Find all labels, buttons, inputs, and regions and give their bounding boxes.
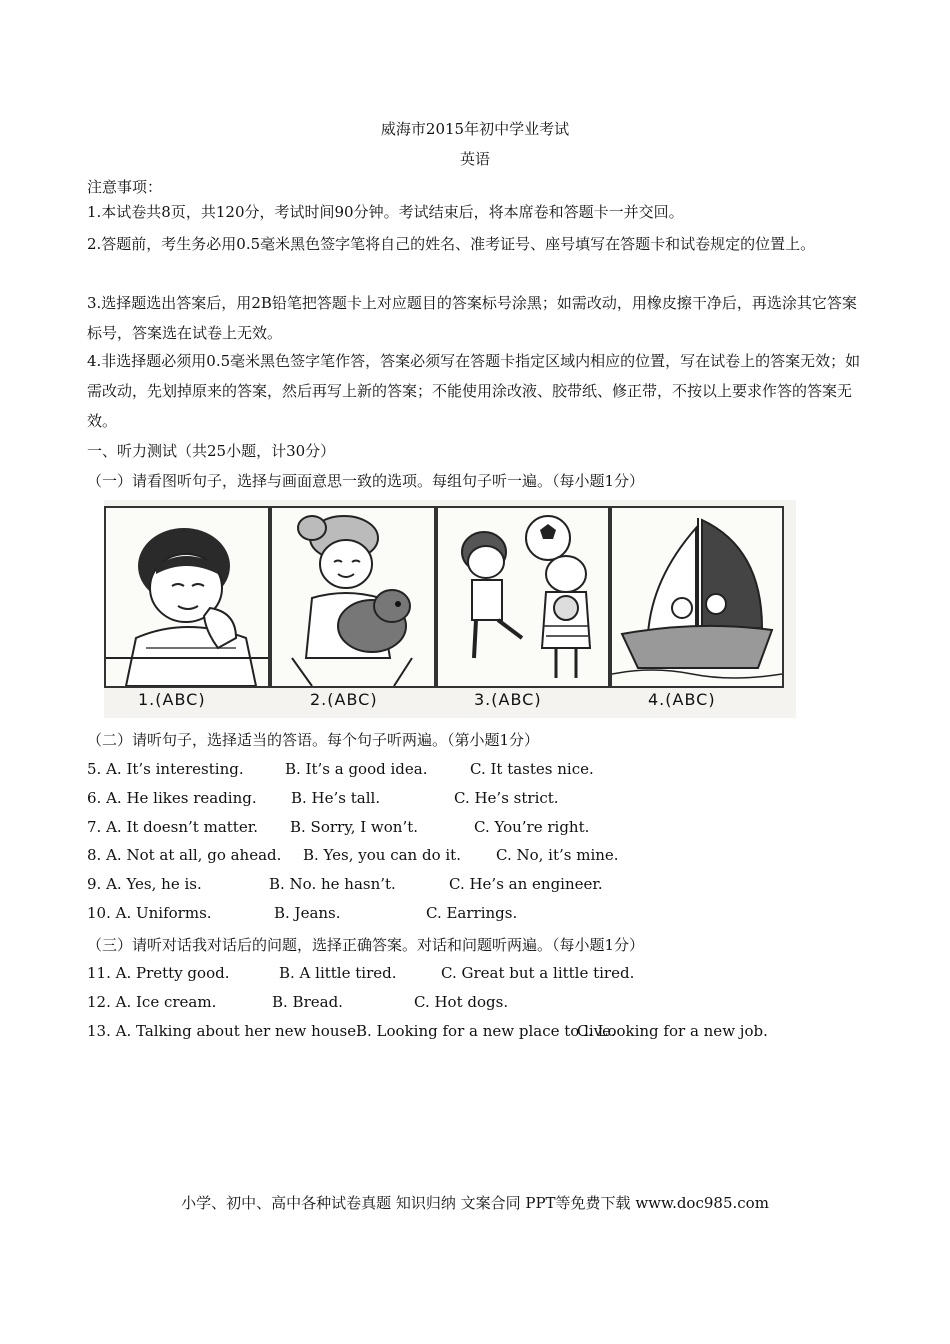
- option-c: C. Great but a little tired.: [441, 964, 635, 982]
- picture-caption-3: 3.(ABC): [474, 690, 542, 709]
- section-heading-listening: 一、听力测试（共25小题，计30分）: [87, 442, 336, 460]
- option-a: 11. A. Pretty good.: [87, 964, 230, 982]
- option-a: 12. A. Ice cream.: [87, 993, 217, 1011]
- picture-caption-4: 4.(ABC): [648, 690, 716, 709]
- part1-instruction: （一）请看图听句子，选择与画面意思一致的选项。每组句子听一遍。（每小题1分）: [87, 472, 645, 490]
- part2-instruction: （二）请听句子，选择适当的答语。每个句子听两遍。（第小题1分）: [87, 731, 540, 749]
- option-c: C. He’s strict.: [454, 789, 559, 807]
- option-c: C. Looking for a new job.: [577, 1022, 768, 1040]
- notice-item-4: 4.非选择题必须用0.5毫米黑色签字笔作答，答案必须写在答题卡指定区域内相应的位置，写在试卷上的答案无效；如需改动，先划掉原来的答案，然后再写上新的答案；不能使用涂改液、胶带纸、修正带，不按以上要求作答的答案无效。: [87, 352, 861, 430]
- notice-item-3: 3.选择题选出答案后，用2B铅笔把答题卡上对应题目的答案标号涂黑；如需改动，用橡皮擦干净后，再选涂其它答案标号，答案选在试卷上无效。: [87, 294, 857, 342]
- option-b: B. It’s a good idea.: [285, 760, 428, 778]
- option-b: B. Jeans.: [274, 904, 341, 922]
- option-a: 9. A. Yes, he is.: [87, 875, 202, 893]
- exam-subject: 英语: [459, 150, 490, 168]
- option-b: B. Looking for a new place to live.: [356, 1022, 616, 1040]
- option-c: C. Hot dogs.: [414, 993, 509, 1011]
- option-a: 6. A. He likes reading.: [87, 789, 257, 807]
- notice-item-2: 2.答题前，考生务必用0.5毫米黑色签字笔将自己的姓名、准考证号、座号填写在答题卡和试卷规定的位置上。: [87, 235, 816, 253]
- notice-item-1: 1.本试卷共8页，共120分，考试时间90分钟。考试结束后，将本席卷和答题卡一并交回。: [87, 203, 684, 221]
- option-b: B. He’s tall.: [291, 789, 381, 807]
- picture-caption-1: 1.(ABC): [138, 690, 206, 709]
- picture-boat-sailing: [610, 506, 784, 688]
- picture-kids-football: [436, 506, 610, 688]
- option-a: 7. A. It doesn’t matter.: [87, 818, 258, 836]
- picture-boy-thinking: [104, 506, 270, 688]
- option-b: B. No. he hasn’t.: [269, 875, 396, 893]
- option-b: B. Yes, you can do it.: [303, 846, 461, 864]
- option-c: C. He’s an engineer.: [449, 875, 603, 893]
- option-c: C. Earrings.: [426, 904, 518, 922]
- picture-girl-with-dog: [270, 506, 436, 688]
- notice-heading: 注意事项：: [87, 178, 163, 196]
- option-c: C. It tastes nice.: [470, 760, 594, 778]
- option-a: 5. A. It’s interesting.: [87, 760, 244, 778]
- listening-picture-strip: [104, 500, 796, 718]
- page-footer: 小学、初中、高中各种试卷真题 知识归纳 文案合同 PPT等免费下载 www.doc985.com: [181, 1194, 769, 1212]
- option-c: C. You’re right.: [474, 818, 590, 836]
- option-b: B. A little tired.: [279, 964, 397, 982]
- exam-title: 威海市2015年初中学业考试: [380, 120, 570, 138]
- picture-caption-2: 2.(ABC): [310, 690, 378, 709]
- option-a: 13. A. Talking about her new house.: [87, 1022, 361, 1040]
- option-b: B. Bread.: [272, 993, 343, 1011]
- option-c: C. No, it’s mine.: [496, 846, 619, 864]
- option-b: B. Sorry, I won’t.: [290, 818, 419, 836]
- option-a: 10. A. Uniforms.: [87, 904, 212, 922]
- option-a: 8. A. Not at all, go ahead.: [87, 846, 282, 864]
- part3-instruction: （三）请听对话我对话后的问题，选择正确答案。对话和问题听两遍。（每小题1分）: [87, 936, 645, 954]
